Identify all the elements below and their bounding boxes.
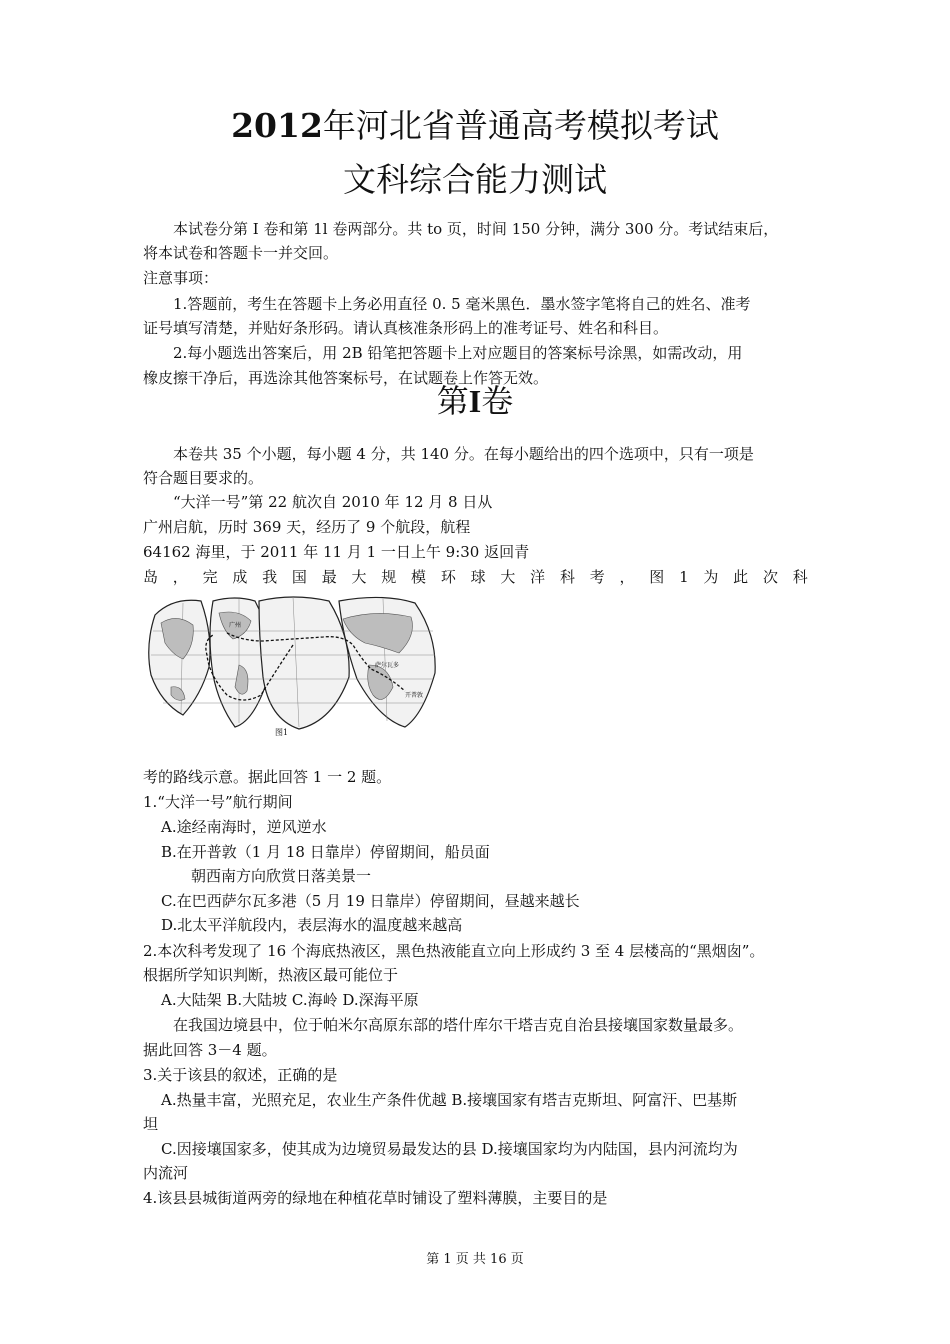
map-label-cape-town: 开普敦	[405, 692, 424, 699]
spread-char: 球	[470, 568, 486, 586]
spread-char: 科	[792, 568, 808, 586]
spread-char: 为	[703, 568, 719, 586]
q1-option-a: A.途经南海时，逆风逆水	[161, 818, 327, 836]
spread-char: 大	[500, 568, 516, 586]
spread-char: 次	[762, 568, 778, 586]
passage2-line-2: 据此回答 3－4 题。	[143, 1041, 277, 1059]
title-year: 2012	[231, 106, 323, 145]
map-label-salvador: 萨尔瓦多	[375, 662, 400, 669]
spread-char: ，	[619, 568, 635, 586]
spread-char: 规	[381, 568, 397, 586]
section-heading	[0, 381, 950, 421]
spread-char: 岛	[143, 568, 159, 586]
section-desc-a: 本卷共 35 个小题，每小题 4 分，共 140 分。在每小题给出的四个选项中，只有一项是	[173, 445, 754, 463]
page-footer: 第 1 页 共 16 页	[426, 1252, 524, 1267]
spread-char: 此	[733, 568, 749, 586]
q2-options: A.大陆架 B.大陆坡 C.海岭 D.深海平原	[161, 991, 419, 1009]
q3-options-ab-2: 坦	[143, 1115, 159, 1133]
intro-line-1: 本试卷分第 I 卷和第 1l 卷两部分。共 to 页，时间 150 分钟，满分 300 分。考试结束后，	[173, 220, 779, 238]
q1-stem: 1.“大洋一号”航行期间	[143, 793, 293, 811]
notice-item-2a: 2.每小题选出答案后，用 2B 铅笔把答题卡上对应题目的答案标号涂黑，如需改动，用	[173, 344, 743, 362]
passage1-line-1: “大洋一号”第 22 航次自 2010 年 12 月 8 日从	[173, 493, 493, 511]
q2-stem-2: 根据所学知识判断，热液区最可能位于	[143, 966, 399, 984]
q3-options-cd-1: C.因接壤国家多，使其成为边境贸易最发达的县 D.接壤国家均为内陆国，县内河流均为	[161, 1140, 738, 1158]
intro-line-2: 将本试卷和答题卡一并交回。	[143, 244, 339, 262]
passage2-line-1: 在我国边境县中，位于帕米尔高原东部的塔什库尔干塔吉克自治县接壤国家数量最多。	[173, 1016, 744, 1034]
main-title	[0, 104, 950, 148]
spread-char: 大	[351, 568, 367, 586]
section-desc-b: 符合题目要求的。	[143, 469, 264, 487]
title-line1: 年河北省普通高考模拟考试	[322, 106, 719, 145]
spread-char: 环	[440, 568, 456, 586]
notice-item-2b: 橡皮擦干净后，再选涂其他答案标号，在试题卷上作答无效。	[143, 369, 549, 387]
spread-char: 洋	[530, 568, 546, 586]
spread-char: 图	[649, 568, 665, 586]
spread-char: 国	[291, 568, 307, 586]
spread-char: 考	[589, 568, 605, 586]
spread-char: 成	[232, 568, 248, 586]
spread-char: 模	[411, 568, 427, 586]
passage1-spread-text	[143, 565, 808, 589]
q3-stem: 3.关于该县的叙述，正确的是	[143, 1066, 338, 1084]
q1-option-d: D.北太平洋航段内，表层海水的温度越来越高	[161, 916, 463, 934]
passage1-line-5: 考的路线示意。据此回答 1 一 2 题。	[143, 768, 392, 786]
notice-item-1b: 证号填写清楚，并贴好条形码。请认真核准条形码上的准考证号、姓名和科目。	[143, 319, 669, 337]
section-heading-suffix: 卷	[481, 382, 514, 420]
q3-options-ab-1: A.热量丰富，光照充足，农业生产条件优越 B.接壤国家有塔吉克斯坦、阿富汗、巴基斯	[161, 1091, 738, 1109]
q1-option-c: C.在巴西萨尔瓦多港（5 月 19 日靠岸）停留期间，昼越来越长	[161, 892, 580, 910]
passage1-line-4	[143, 565, 808, 589]
q2-stem-1: 2.本次科考发现了 16 个海底热液区，黑色热液能直立向上形成约 3 至 4 层楼高的“黑烟囱”。	[143, 942, 765, 960]
spread-char: 我	[262, 568, 278, 586]
spread-char: 1	[679, 568, 689, 586]
route-map-figure	[143, 595, 443, 745]
q3-options-cd-2: 内流河	[143, 1164, 189, 1182]
passage1-line-3: 64162 海里，于 2011 年 11 月 1 一日上午 9:30 返回青	[143, 543, 530, 561]
q4-stem: 4.该县县城街道两旁的绿地在种植花草时铺设了塑料薄膜，主要目的是	[143, 1189, 608, 1207]
notice-item-1a: 1.答题前，考生在答题卡上务必用直径 0. 5 毫米黑色．墨水签字笔将自己的姓名、准考	[173, 295, 751, 313]
map-caption: 图1	[275, 728, 289, 737]
q1-option-b-2: 朝西南方向欣赏日落美景一	[191, 867, 372, 885]
q1-option-b-1: B.在开普敦（1 月 18 日靠岸）停留期间，船员面	[161, 843, 490, 861]
spread-char: ，	[172, 568, 188, 586]
spread-char: 科	[559, 568, 575, 586]
notice-label: 注意事项：	[143, 269, 219, 287]
passage1-line-2: 广州启航，历时 369 天，经历了 9 个航段，航程	[143, 518, 471, 536]
spread-char: 完	[202, 568, 218, 586]
map-label-guangzhou: 广州	[229, 622, 242, 629]
section-heading-num: I	[468, 383, 482, 419]
spread-char: 最	[321, 568, 337, 586]
section-heading-prefix: 第	[436, 382, 469, 420]
subtitle: 文科综合能力测试	[343, 160, 607, 199]
